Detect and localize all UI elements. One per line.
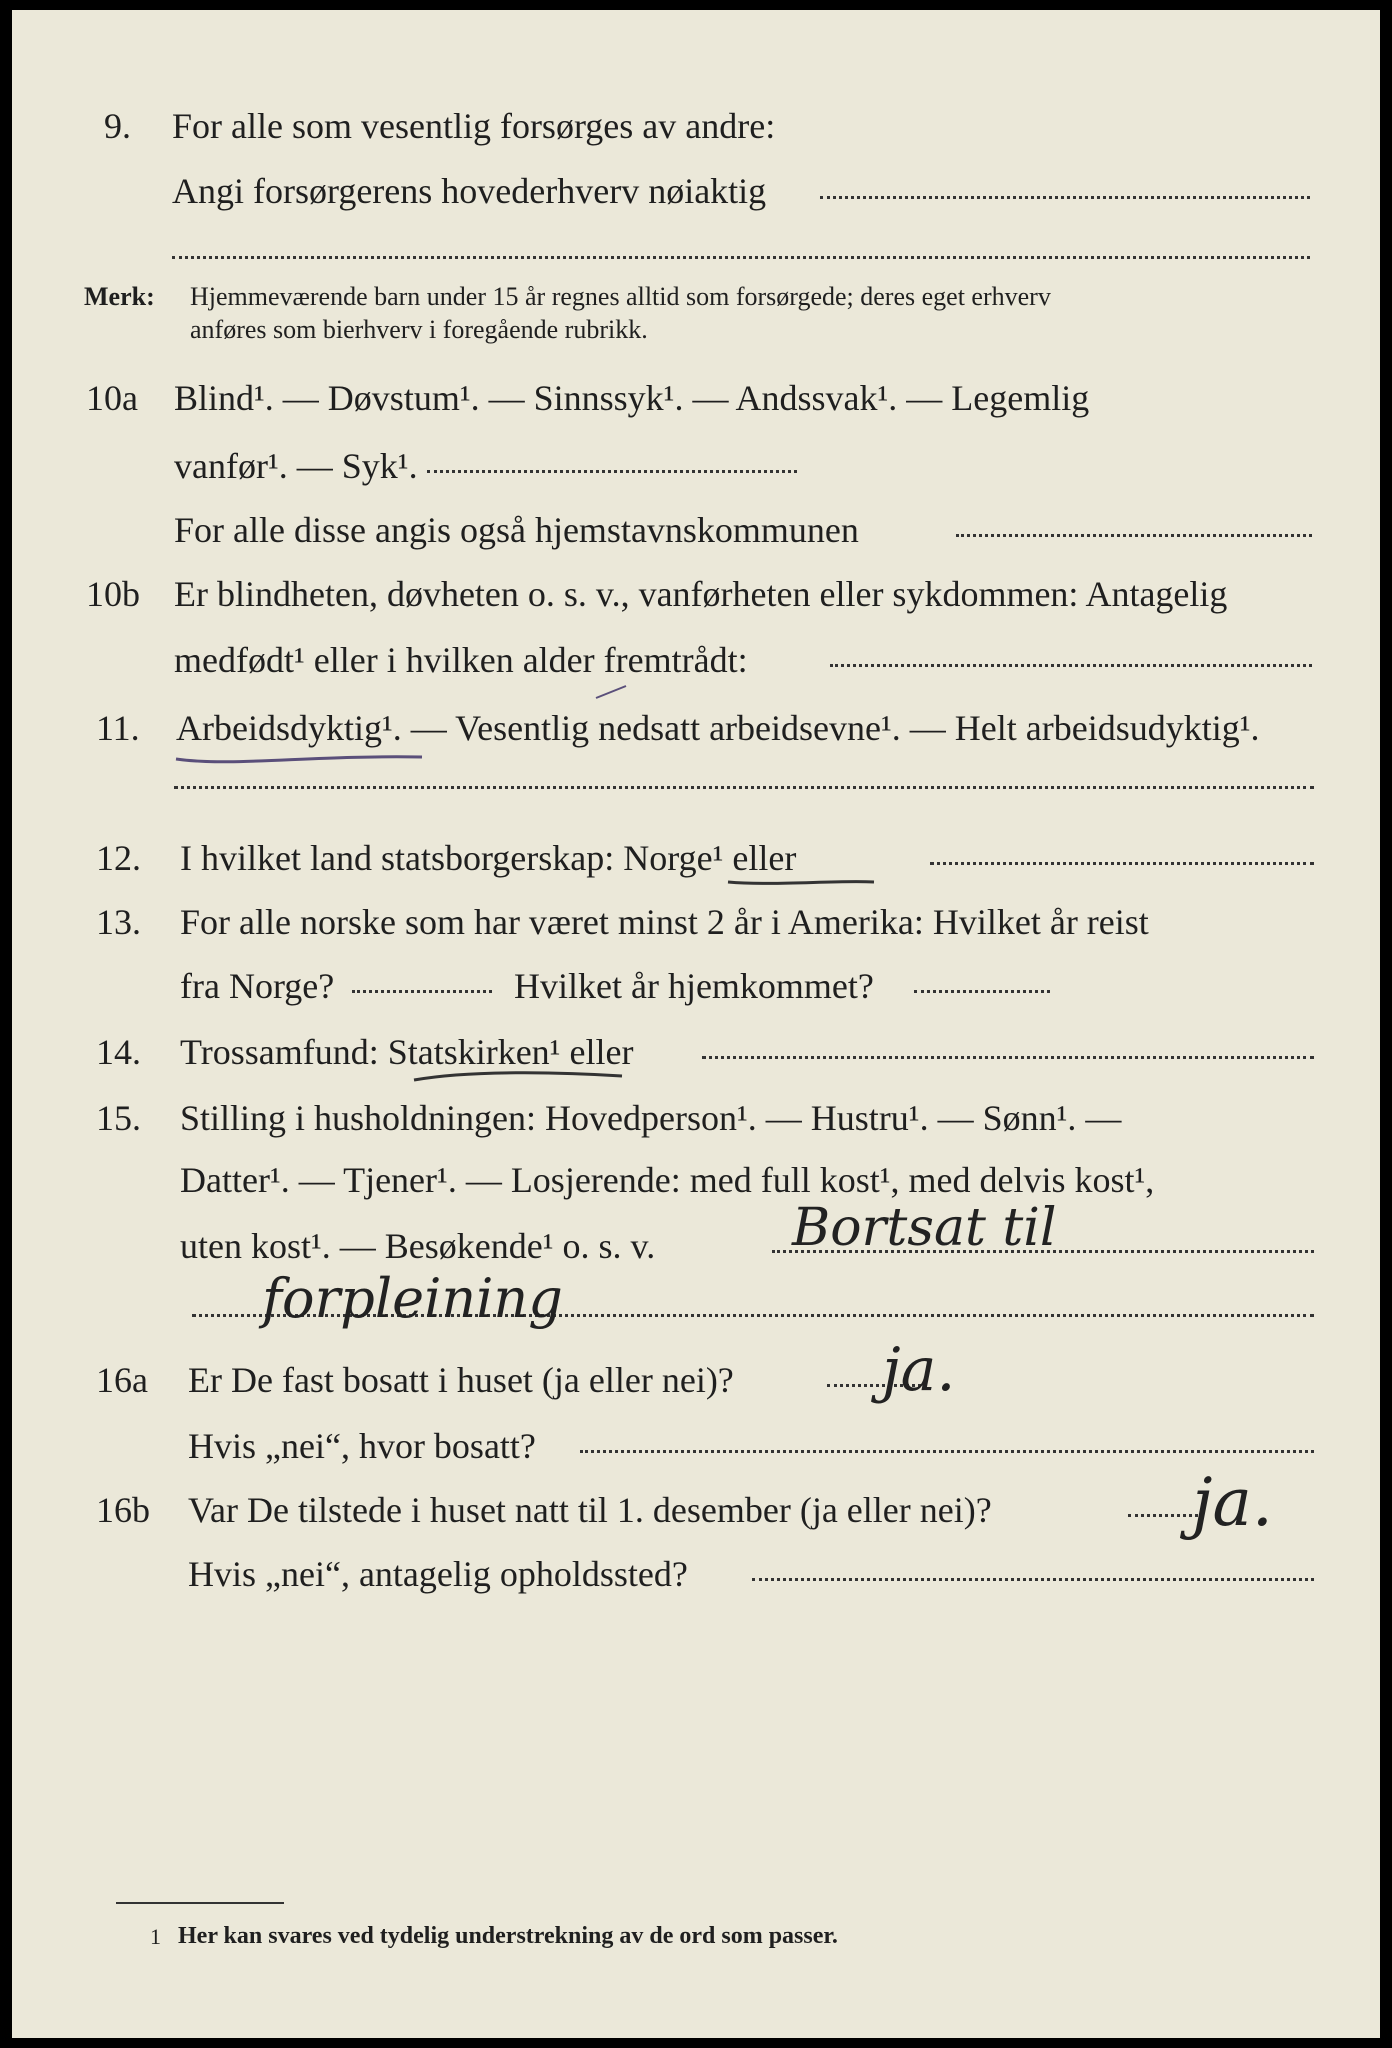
q10a-line1: Blind¹. — Døvstum¹. — Sinnssyk¹. — Andssvak¹. — Legemlig bbox=[174, 378, 1090, 418]
q16a-line1: Er De fast bosatt i huset (ja eller nei)? bbox=[188, 1360, 734, 1400]
q16b-line1: Var De tilstede i huset natt til 1. desember (ja eller nei)? bbox=[188, 1490, 992, 1530]
q9-answer-field[interactable] bbox=[820, 196, 1310, 199]
q11-line1: Arbeidsdyktig¹. — Vesentlig nedsatt arbeidsevne¹. — Helt arbeidsudyktig¹. bbox=[176, 708, 1260, 748]
q12-answer-field[interactable] bbox=[930, 862, 1314, 865]
census-form-page bbox=[12, 10, 1380, 2038]
q10a-hometown-field[interactable] bbox=[956, 534, 1312, 537]
q9-number: 9. bbox=[104, 106, 131, 146]
q9-line2: Angi forsørgerens hovederhverv nøiaktig bbox=[172, 171, 767, 211]
q16b-location-field[interactable] bbox=[752, 1578, 1314, 1581]
q16b-answer-field[interactable] bbox=[1128, 1514, 1198, 1517]
merk-label: Merk: bbox=[84, 282, 155, 311]
q13-line2b: Hvilket år hjemkommet? bbox=[514, 966, 874, 1006]
q10a-number: 10a bbox=[86, 378, 138, 418]
q14-underline-mark bbox=[410, 1066, 630, 1088]
q13-line2a: fra Norge? bbox=[180, 966, 335, 1006]
q10b-line2: medfødt¹ eller i hvilken alder fremtrådt: bbox=[174, 640, 748, 680]
q12-line1: I hvilket land statsborgerskap: Norge¹ eller bbox=[180, 838, 797, 878]
q12-underline-mark bbox=[724, 872, 884, 892]
q16a-number: 16a bbox=[96, 1360, 148, 1400]
q15-number: 15. bbox=[96, 1098, 141, 1138]
footnote-mark: 1 bbox=[150, 1924, 161, 1949]
q10a-line2: vanfør¹. — Syk¹. bbox=[174, 446, 418, 486]
q13-number: 13. bbox=[96, 902, 141, 942]
q11-tick-mark bbox=[592, 682, 632, 702]
footnote-text: Her kan svares ved tydelig understrekning av de ord som passer. bbox=[178, 1923, 838, 1949]
q16a-residence-field[interactable] bbox=[580, 1450, 1314, 1453]
q9-answer-field-2[interactable] bbox=[172, 256, 1310, 259]
q10a-line3: For alle disse angis også hjemstavnskommunen bbox=[174, 510, 859, 550]
footnote-rule bbox=[116, 1902, 284, 1904]
q10b-number: 10b bbox=[86, 574, 140, 614]
q16a-line2: Hvis „nei“, hvor bosatt? bbox=[188, 1426, 536, 1466]
q10b-answer-field[interactable] bbox=[830, 664, 1312, 667]
q11-number: 11. bbox=[96, 708, 140, 748]
q14-line1: Trossamfund: Statskirken¹ eller bbox=[180, 1032, 634, 1072]
q11-answer-field[interactable] bbox=[174, 786, 1314, 789]
q13-departure-field[interactable] bbox=[352, 990, 492, 993]
q15-handwritten-answer-2: forpleining bbox=[262, 1267, 563, 1330]
q14-number: 14. bbox=[96, 1032, 141, 1072]
q16b-number: 16b bbox=[96, 1490, 150, 1530]
q11-underline-mark bbox=[172, 745, 432, 769]
q10b-line1: Er blindheten, døvheten o. s. v., vanførheten eller sykdommen: Antagelig bbox=[174, 574, 1228, 614]
q10a-answer-field[interactable] bbox=[427, 470, 797, 473]
q15-handwritten-answer-1: Bortsat til bbox=[792, 1198, 1057, 1258]
q15-line1: Stilling i husholdningen: Hovedperson¹. — Hustru¹. — Sønn¹. — bbox=[180, 1098, 1122, 1138]
q15-line3: uten kost¹. — Besøkende¹ o. s. v. bbox=[180, 1226, 656, 1266]
q9-line1: For alle som vesentlig forsørges av andre: bbox=[172, 106, 776, 146]
q15-line2: Datter¹. — Tjener¹. — Losjerende: med full kost¹, med delvis kost¹, bbox=[180, 1160, 1155, 1200]
merk-line1: Hjemmeværende barn under 15 år regnes alltid som forsørgede; deres eget erhverv bbox=[190, 282, 1051, 311]
q16b-handwritten-answer: ja. bbox=[1192, 1464, 1273, 1541]
q16a-handwritten-answer: ja. bbox=[882, 1335, 956, 1405]
q16b-line2: Hvis „nei“, antagelig opholdssted? bbox=[188, 1554, 688, 1594]
q13-line1: For alle norske som har været minst 2 år i Amerika: Hvilket år reist bbox=[180, 902, 1149, 942]
merk-line2: anføres som bierhverv i foregående rubrikk. bbox=[190, 315, 648, 344]
q14-answer-field[interactable] bbox=[702, 1056, 1314, 1059]
q13-return-field[interactable] bbox=[914, 990, 1050, 993]
q12-number: 12. bbox=[96, 838, 141, 878]
